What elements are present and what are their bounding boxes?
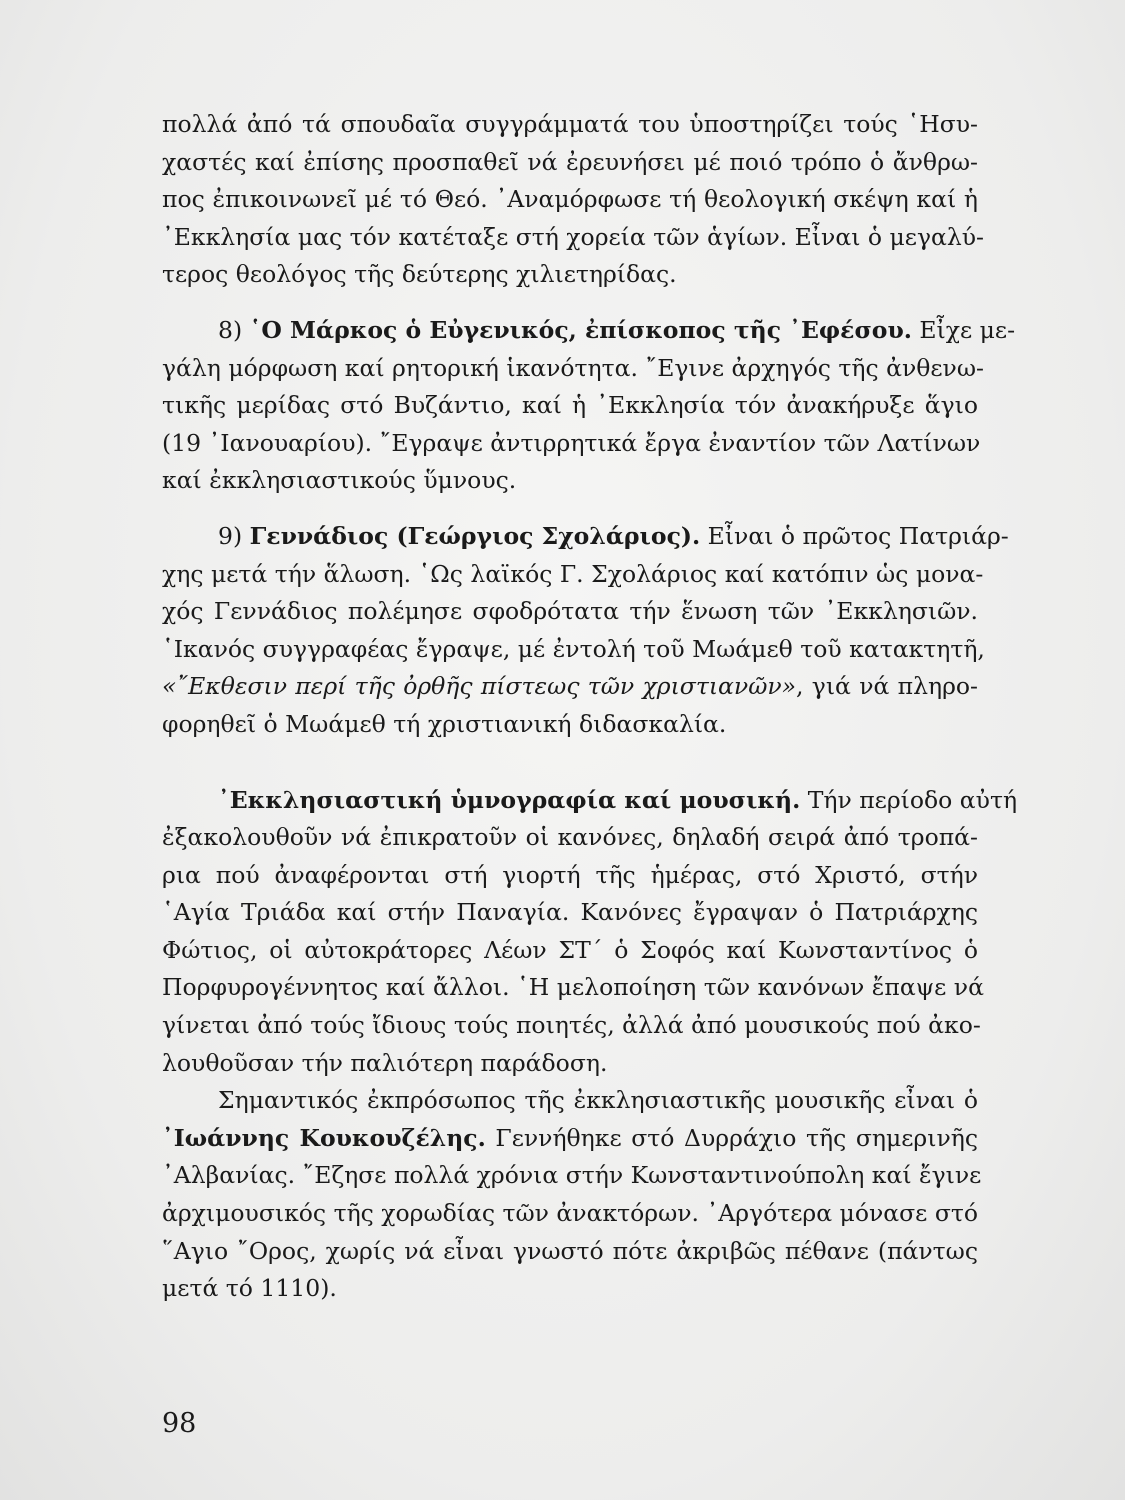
heading-gennadios: Γεννάδιος (Γεώργιος Σχολάριος). [249,521,701,550]
text-line: ῾Ικανός συγγραφέας ἔγραψε, μέ ἐντολή τοῦ Μωάμεθ τοῦ κατακτητῆ, [162,634,985,663]
text-line: 8) ῾Ο Μάρκος ὁ Εὐγενικός, ἐπίσκοπος τῆς ᾿Εφέσου. Εἶχε με- [218,315,1016,344]
text-line: Πορφυρογέννητος καί ἄλλοι. ῾Η μελοποίηση τῶν κανόνων ἔπαψε νά [162,973,984,1002]
text-line: χης μετά τήν ἅλωση. ῾Ως λαϊκός Γ. Σχολάριος καί κατόπιν ὡς μονα- [162,559,984,588]
text-line: «῎Εκθεσιν περί τῆς ὀρθῆς πίστεως τῶν χριστιανῶν», γιά νά πληρο- [162,672,978,701]
text-line: ᾿Ιωάννης Κουκουζέλης. Γεννήθηκε στό Δυρράχιο τῆς σημερινῆς [162,1123,978,1152]
text-line: Φώτιος, οἱ αὐτοκράτορες Λέων ΣΤ΄ ὁ Σοφός καί Κωνσταντίνος ὁ [162,935,978,964]
text-line: ῾Αγία Τριάδα καί στήν Παναγία. Κανόνες ἔγραψαν ὁ Πατριάρχης [162,898,978,927]
text-line: Σημαντικός ἐκπρόσωπος τῆς ἐκκλησιαστικῆς μουσικῆς εἶναι ὁ [218,1086,978,1115]
text-line: λουθοῦσαν τήν παλιότερη παράδοση. [162,1048,608,1077]
text-line: ᾿Εκκλησιαστική ὑμνογραφία καί μουσική. Τήν περίοδο αὐτή [218,785,1018,814]
body-text [162,106,1018,1308]
page-number: 98 [162,1408,197,1439]
text-line: ᾿Αλβανίας. ῎Εζησε πολλά χρόνια στήν Κωνσταντινούπολη καί ἔγινε [162,1161,982,1190]
text-line: ῞Αγιο ῎Ορος, χωρίς νά εἶναι γνωστό πότε ἀκριβῶς πέθανε (πάντως [162,1236,978,1265]
text-line: πος ἐπικοινωνεῖ μέ τό Θεό. ᾿Αναμόρφωσε τή θεολογική σκέψη καί ἡ [162,185,978,214]
heading-hymnography: ᾿Εκκλησιαστική ὑμνογραφία καί μουσική. [218,785,801,814]
heading-koukouzelis: ᾿Ιωάννης Κουκουζέλης. [162,1123,486,1152]
text-line: (19 ᾿Ιανουαρίου). ῎Εγραψε ἀντιρρητικά ἔργα ἐναντίον τῶν Λατίνων [162,428,981,457]
text-line: χός Γεννάδιος πολέμησε σφοδρότατα τήν ἕνωση τῶν ᾿Εκκλησιῶν. [162,597,978,626]
text-line: πολλά ἀπό τά σπουδαῖα συγγράμματά του ὑποστηρίζει τούς ῾Ησυ- [162,110,978,138]
text-line: μετά τό 1110). [162,1274,337,1303]
text-line: ᾿Εκκλησία μας τόν κατέταξε στή χορεία τῶν ἁγίων. Εἶναι ὁ μεγαλύ- [162,222,984,251]
text-line: γάλη μόρφωση καί ρητορική ἱκανότητα. ῎Εγινε ἀρχηγός τῆς ἀνθενω- [162,353,984,382]
text-line: γίνεται ἀπό τούς ἴδιους τούς ποιητές, ἀλλά ἀπό μουσικούς πού ἀκο- [162,1011,981,1040]
text-line: καί ἐκκλησιαστικούς ὕμνους. [162,466,517,495]
text-line: ἐξακολουθοῦν νά ἐπικρατοῦν οἱ κανόνες, δηλαδή σειρά ἀπό τροπά- [162,823,978,852]
italic-title: «῎Εκθεσιν περί τῆς ὀρθῆς πίστεως τῶν χριστιανῶν» [162,672,797,701]
text-line: φορηθεῖ ὁ Μωάμεθ τή χριστιανική διδασκαλία. [162,709,727,738]
text-line: τερος θεολόγος τῆς δεύτερης χιλιετηρίδας. [162,260,677,289]
text-line: χαστές καί ἐπίσης προσπαθεῖ νά ἐρευνήσει μέ ποιό τρόπο ὁ ἄνθρω- [162,147,978,176]
text-line: 9) Γεννάδιος (Γεώργιος Σχολάριος). Εἶναι ὁ πρῶτος Πατριάρ- [218,521,1009,550]
text-line: ρια πού ἀναφέρονται στή γιορτή τῆς ἡμέρας, στό Χριστό, στήν [162,860,978,889]
heading-markos: ῾Ο Μάρκος ὁ Εὐγενικός, ἐπίσκοπος τῆς ᾿Εφέσου. [249,315,912,344]
text-line: τικῆς μερίδας στό Βυζάντιο, καί ἡ ᾿Εκκλησία τόν ἀνακήρυξε ἅγιο [162,391,978,420]
text-line: ἀρχιμουσικός τῆς χορωδίας τῶν ἀνακτόρων. ᾿Αργότερα μόνασε στό [162,1199,979,1228]
